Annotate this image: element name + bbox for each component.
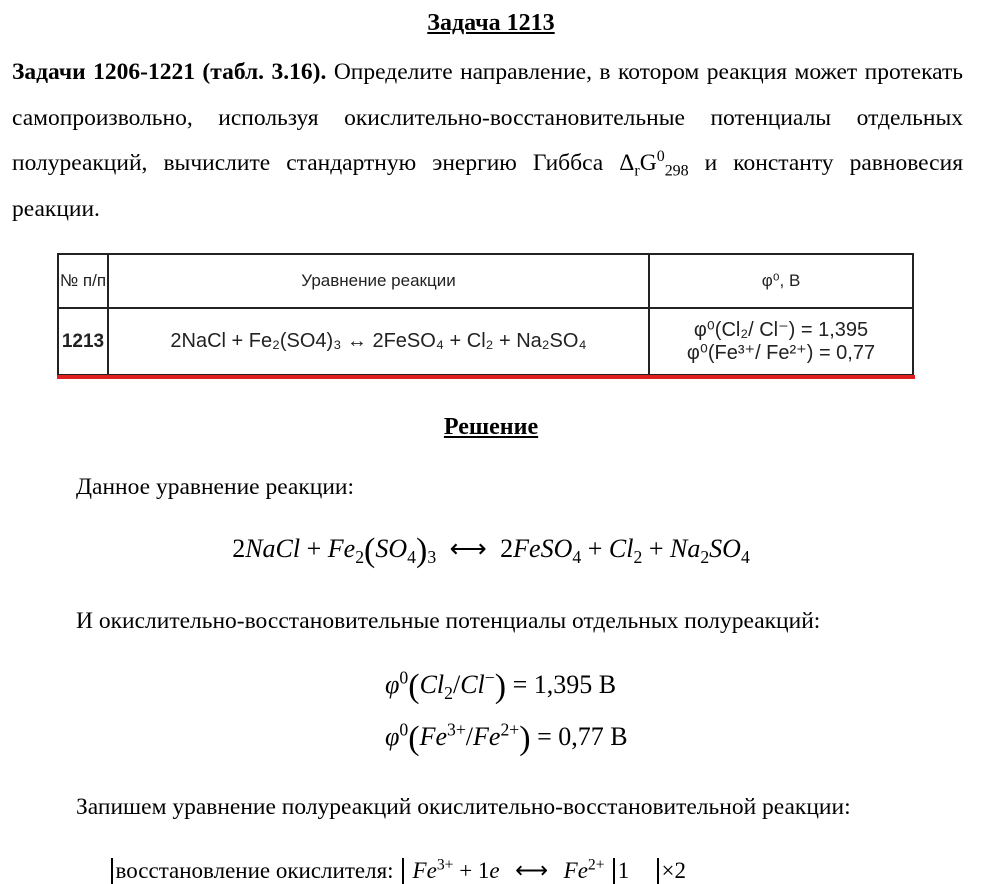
brace-line-2 <box>402 858 404 884</box>
table-underline <box>57 375 915 379</box>
potential-chlorine: $\varphi^0(Cl_2/Cl^-) = 1,395$ В <box>385 667 617 705</box>
reaction-table <box>57 253 914 376</box>
problem-text-1: Определите направление, в котором реакция может протекать самопроизвольно, используя окислительно-восстановительные потенциалы отдельных полуреакций, вычислите стандартную энергию Гиббса Δ <box>12 59 963 176</box>
brace-line-4 <box>657 858 659 884</box>
paragraph-potentials: И окислительно-восстановительные потенциалы отдельных полуреакций: <box>76 608 821 634</box>
potential-iron: $\varphi^0(Fe^{3+}/Fe^{2+}) = 0,77$ В <box>385 719 628 757</box>
row-number: 1213 <box>58 308 108 375</box>
row-potential-2: φ⁰(Fe³⁺/ Fe²⁺) = 0,77 <box>686 341 876 364</box>
solution-heading: Решение <box>443 414 539 440</box>
half-reaction-row: восстановление окислителя: $Fe^{3+} + 1e$ ⟷ $Fe^{2+}$ 1 ×2 <box>108 858 686 884</box>
paragraph-half-reactions: Запишем уравнение полуреакций окислительно-восстановительной реакции: <box>76 794 851 820</box>
multiplier: ×2 <box>661 858 687 883</box>
sub-r: r <box>634 162 640 180</box>
brace-line-3 <box>613 858 615 884</box>
header-potential: φ⁰, В <box>649 254 913 308</box>
brace-line <box>111 858 113 884</box>
reduction-label: восстановление окислителя: <box>115 858 394 883</box>
sup-0: 0 <box>656 148 665 166</box>
reaction-equation: 2NaCl + $Fe_2(SO_4)_3$ ⟷ 2FeSO$_4$ + $Cl_2 + Na_2SO_4$ <box>232 532 750 569</box>
row-equation: 2NaCl + Fe₂(SO4)₃ ↔ 2FeSO₄ + Cl₂ + Na₂SO₄ <box>108 308 649 375</box>
electron-count: 1 <box>617 858 630 883</box>
potential-chlorine-value: = 1,395 В <box>512 670 617 699</box>
problem-text-2: и константу равновесия реакции. <box>12 150 963 222</box>
paragraph-reaction: Данное уравнение реакции: <box>76 474 355 500</box>
sub-298: 298 <box>664 162 689 180</box>
row-potentials <box>649 308 913 375</box>
header-number: № п/п <box>58 254 108 308</box>
problem-statement <box>12 50 963 232</box>
potential-iron-value: = 0,77 В <box>537 722 628 751</box>
page-title: Задача 1213 <box>427 10 555 36</box>
header-equation: Уравнение реакции <box>108 254 649 308</box>
gibbs-g: G <box>639 150 657 176</box>
problem-ref: Задачи 1206-1221 (табл. 3.16). <box>12 59 327 85</box>
row-potential-1: φ⁰(Cl₂/ Cl⁻) = 1,395 <box>693 318 869 341</box>
